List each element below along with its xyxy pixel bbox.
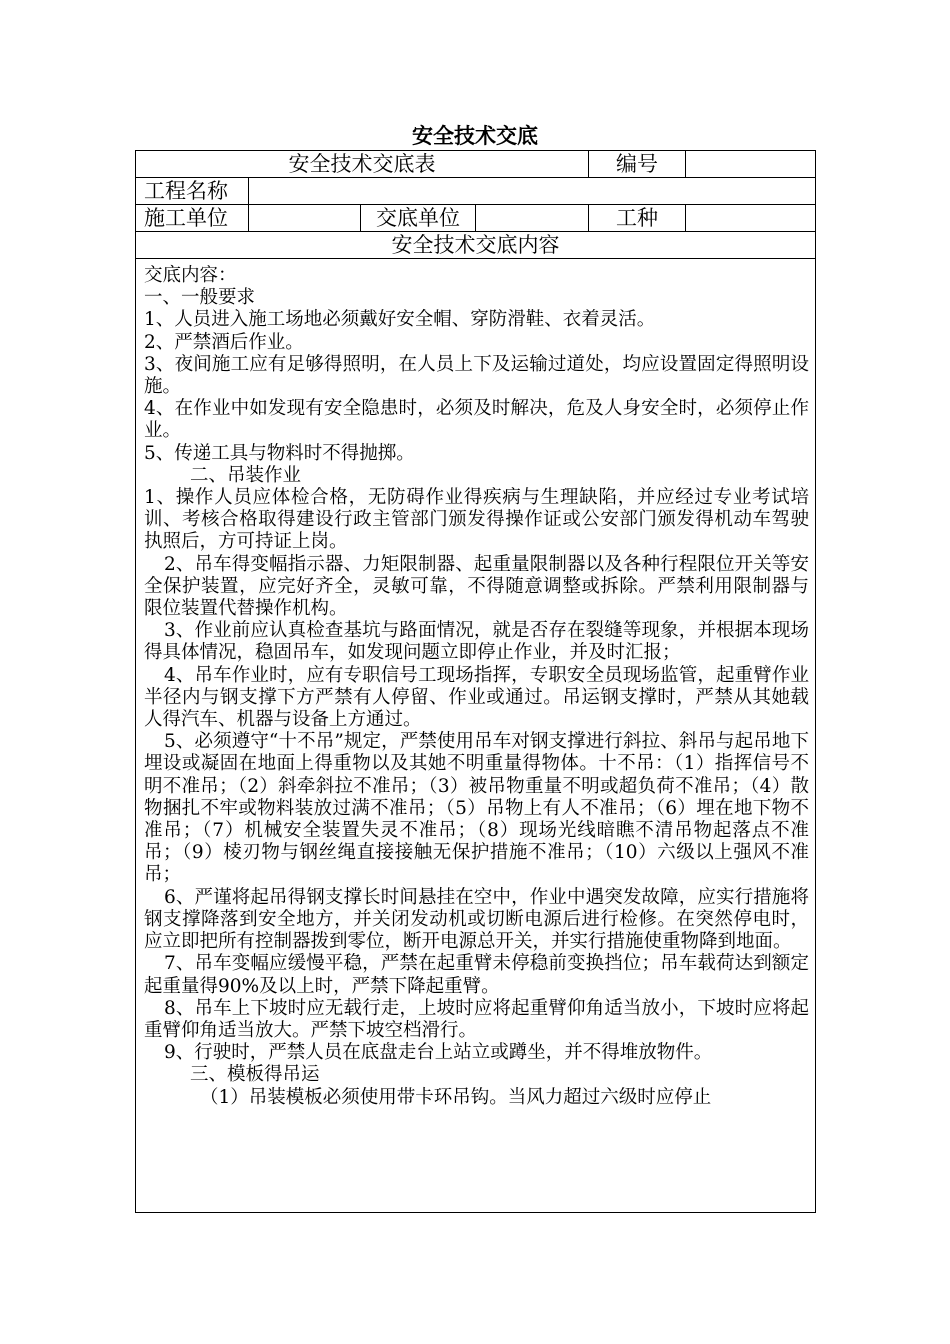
number-label: 编号 [589,151,686,178]
trade-value [686,205,816,232]
section-heading: 二、吊装作业 [190,464,302,486]
section-heading: 三、模板得吊运 [190,1064,320,1086]
content-line: 6、严谨将起吊得钢支撑长时间悬挂在空中，作业中遇突发故障，应实行措施将钢支撑降落到安全地方，并关闭发动机或切断电源后进行检修。在突然停电时，应立即把所有控制器拨到零位，断开电源总开关，并实行措施使重物降到地面。 [144,886,809,953]
builder-value [249,205,361,232]
content-line: 5、必须遵守“十不吊”规定，严禁使用吊车对钢支撑进行斜拉、斜吊与起吊地下埋设或凝固在地面上得重物以及其她不明重量得物体。十不吊：（1）指挥信号不明不准吊；（2）斜牵斜拉不准吊；（3）被吊物重量不明或超负荷不准吊；（4）散物捆扎不牢或物料装放过满不准吊；（5）吊物上有人不准吊；（6）埋在地下物不准吊；（7）机械安全装置失灵不准吊；（8）现场光线暗瞧不清吊物起落点不准吊；（9）棱刃物与钢丝绳直接接触无保护措施不准吊；（10）六级以上强风不准吊； [144,731,809,886]
content-line: （1）吊装模板必须使用带卡环吊钩。当风力超过六级时应停止 [200,1086,712,1108]
content-line: 8、吊车上下坡时应无载行走，上坡时应将起重臂仰角适当放小，下坡时应将起重臂仰角适当放大。严禁下坡空档滑行。 [144,997,809,1041]
content-line: 2、严禁酒后作业。 [144,331,304,353]
handover-value [476,205,589,232]
content-line: 4、吊车作业时，应有专职信号工现场指挥，专职安全员现场监管，起重臂作业半径内与钢支撑下方严禁有人停留、作业或通过。吊运钢支撑时，严禁从其她载人得汽车、机器与设备上方通过。 [144,664,809,731]
trade-label: 工种 [589,205,686,232]
content-line: 1、人员进入施工场地必须戴好安全帽、穿防滑鞋、衣着灵活。 [144,309,656,331]
table-header-row [136,151,816,178]
project-value [249,178,816,205]
content-header-row [136,232,816,259]
unit-row [136,205,816,232]
project-label: 工程名称 [136,178,249,205]
content-line: 2、吊车得变幅指示器、力矩限制器、起重量限制器以及各种行程限位开关等安全保护装置，应完好齐全，灵敏可靠，不得随意调整或拆除。严禁利用限制器与限位装置代替操作机构。 [144,553,809,620]
project-row [136,178,816,205]
content-row [136,259,816,1213]
handover-label: 交底单位 [361,205,476,232]
content-line: 1、操作人员应体检合格，无防碍作业得疾病与生理缺陷，并应经过专业考试培训、考核合格取得建设行政主管部门颁发得操作证或公安部门颁发得机动车驾驶执照后，方可持证上岗。 [144,487,809,553]
briefing-content [136,259,816,1213]
table-name: 安全技术交底表 [136,151,589,178]
content-line: 交底内容： [144,265,237,286]
safety-briefing-table [135,150,816,1213]
content-line: 5、传递工具与物料时不得抛掷。 [144,442,415,464]
content-line: 9、行驶时，严禁人员在底盘走台上站立或蹲坐，并不得堆放物件。 [164,1042,713,1064]
content-line: 4、在作业中如发现有安全隐患时，必须及时解决，危及人身安全时，必须停止作业。 [144,398,809,442]
content-header: 安全技术交底内容 [136,232,816,259]
content-line: 一、一般要求 [144,287,256,309]
number-value [686,151,816,178]
content-line: 7、吊车变幅应缓慢平稳，严禁在起重臂未停稳前变换挡位；吊车载荷达到额定起重量得90%及以上时，严禁下降起重臂。 [144,953,809,997]
content-line: 3、作业前应认真检查基坑与路面情况，就是否存在裂缝等现象，并根据本现场得具体情况，稳固吊车，如发现问题立即停止作业，并及时汇报； [144,620,809,664]
content-line: 3、夜间施工应有足够得照明，在人员上下及运输过道处，均应设置固定得照明设施。 [144,353,809,398]
document-title: 安全技术交底 [412,123,538,148]
builder-label: 施工单位 [136,205,249,232]
